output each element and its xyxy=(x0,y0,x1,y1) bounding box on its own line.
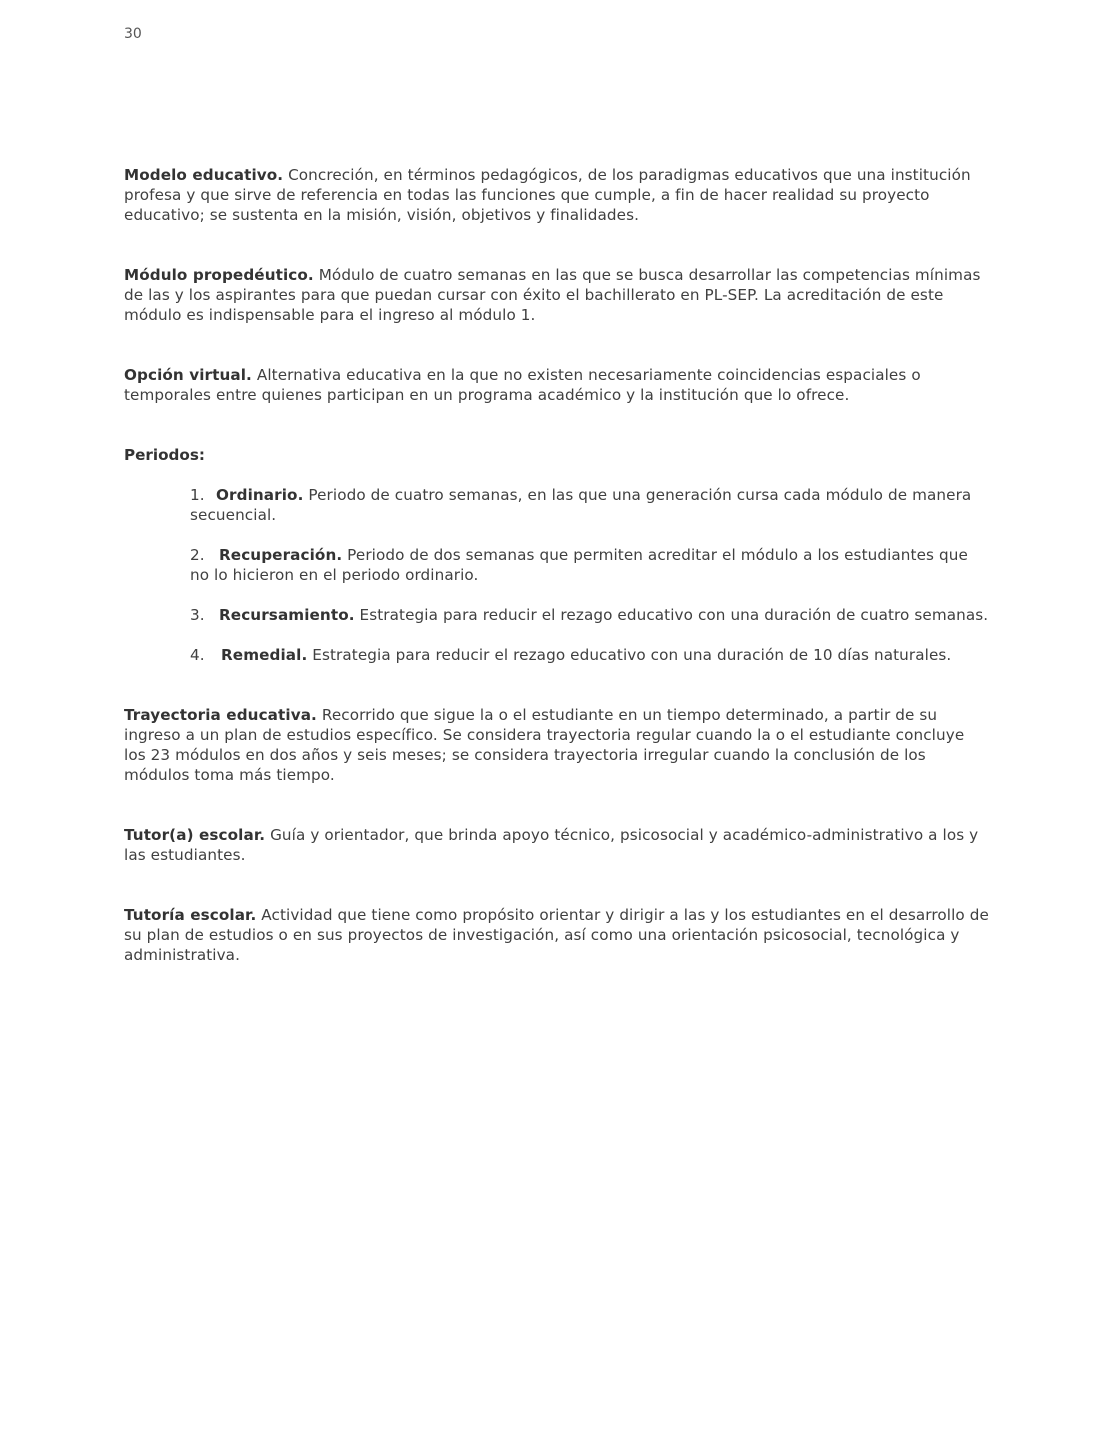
periods-list xyxy=(124,485,990,665)
glossary-term: Trayectoria educativa. xyxy=(124,706,317,724)
glossary-term: Modelo educativo. xyxy=(124,166,284,184)
glossary-term: Tutoría escolar. xyxy=(124,906,257,924)
period-term: Ordinario. xyxy=(216,486,304,504)
period-item-recursamiento xyxy=(190,605,990,625)
period-definition: Estrategia para reducir el rezago educativo con una duración de cuatro semanas. xyxy=(354,606,989,624)
glossary-entry-modelo-educativo xyxy=(124,165,990,225)
periods-heading: Periodos: xyxy=(124,446,205,464)
period-term: Recursamiento. xyxy=(219,606,355,624)
glossary-content xyxy=(124,165,990,965)
glossary-entry-tutor-escolar xyxy=(124,825,990,865)
glossary-definition: Actividad que tiene como propósito orientar y dirigir a las y los estudiantes en el desarrollo de su plan de estudios o en sus proyectos de investigación, así como una orientación psicosocial, tecnológica y administrativa. xyxy=(124,906,989,964)
glossary-entry-tutoria-escolar xyxy=(124,905,990,965)
list-number: 1. xyxy=(190,486,205,504)
glossary-entry-modulo-propedeutico xyxy=(124,265,990,325)
glossary-term: Módulo propedéutico. xyxy=(124,266,314,284)
period-term: Remedial. xyxy=(221,646,308,664)
glossary-definition: Alternativa educativa en la que no existen necesariamente coincidencias espaciales o temporales entre quienes participan en un programa académico y la institución que lo ofrece. xyxy=(124,366,921,404)
period-item-remedial xyxy=(190,645,990,665)
glossary-entry-opcion-virtual xyxy=(124,365,990,405)
glossary-definition: Módulo de cuatro semanas en las que se busca desarrollar las competencias mínimas de las y los aspirantes para que puedan cursar con éxito el bachillerato en PL-SEP. La acreditación de este módulo es indispensable para el ingreso al módulo 1. xyxy=(124,266,981,324)
period-definition: Periodo de cuatro semanas, en las que una generación cursa cada módulo de manera secuencial. xyxy=(190,486,972,524)
period-item-recuperacion xyxy=(190,545,990,585)
page-number: 30 xyxy=(124,26,142,42)
glossary-entry-trayectoria-educativa xyxy=(124,705,990,785)
glossary-term: Opción virtual. xyxy=(124,366,252,384)
period-term: Recuperación. xyxy=(219,546,343,564)
glossary-definition: Recorrido que sigue la o el estudiante en un tiempo determinado, a partir de su ingreso a un plan de estudios específico. Se considera trayectoria regular cuando la o el estudiante concluye los 23 módulos en dos años y seis meses; se considera trayectoria irregular cuando la conclusión de los módulos toma más tiempo. xyxy=(124,706,965,784)
period-item-ordinario xyxy=(190,485,990,525)
glossary-term: Tutor(a) escolar. xyxy=(124,826,266,844)
period-definition: Estrategia para reducir el rezago educativo con una duración de 10 días naturales. xyxy=(307,646,952,664)
list-number: 4. xyxy=(190,646,205,664)
glossary-definition: Concreción, en términos pedagógicos, de los paradigmas educativos que una institución profesa y que sirve de referencia en todas las funciones que cumple, a fin de hacer realidad su proyecto educativo; se sustenta en la misión, visión, objetivos y finalidades. xyxy=(124,166,971,224)
glossary-definition: Guía y orientador, que brinda apoyo técnico, psicosocial y académico-administrativo a los y las estudiantes. xyxy=(124,826,979,864)
period-definition: Periodo de dos semanas que permiten acreditar el módulo a los estudiantes que no lo hicieron en el periodo ordinario. xyxy=(190,546,968,584)
list-number: 2. xyxy=(190,546,205,564)
list-number: 3. xyxy=(190,606,205,624)
